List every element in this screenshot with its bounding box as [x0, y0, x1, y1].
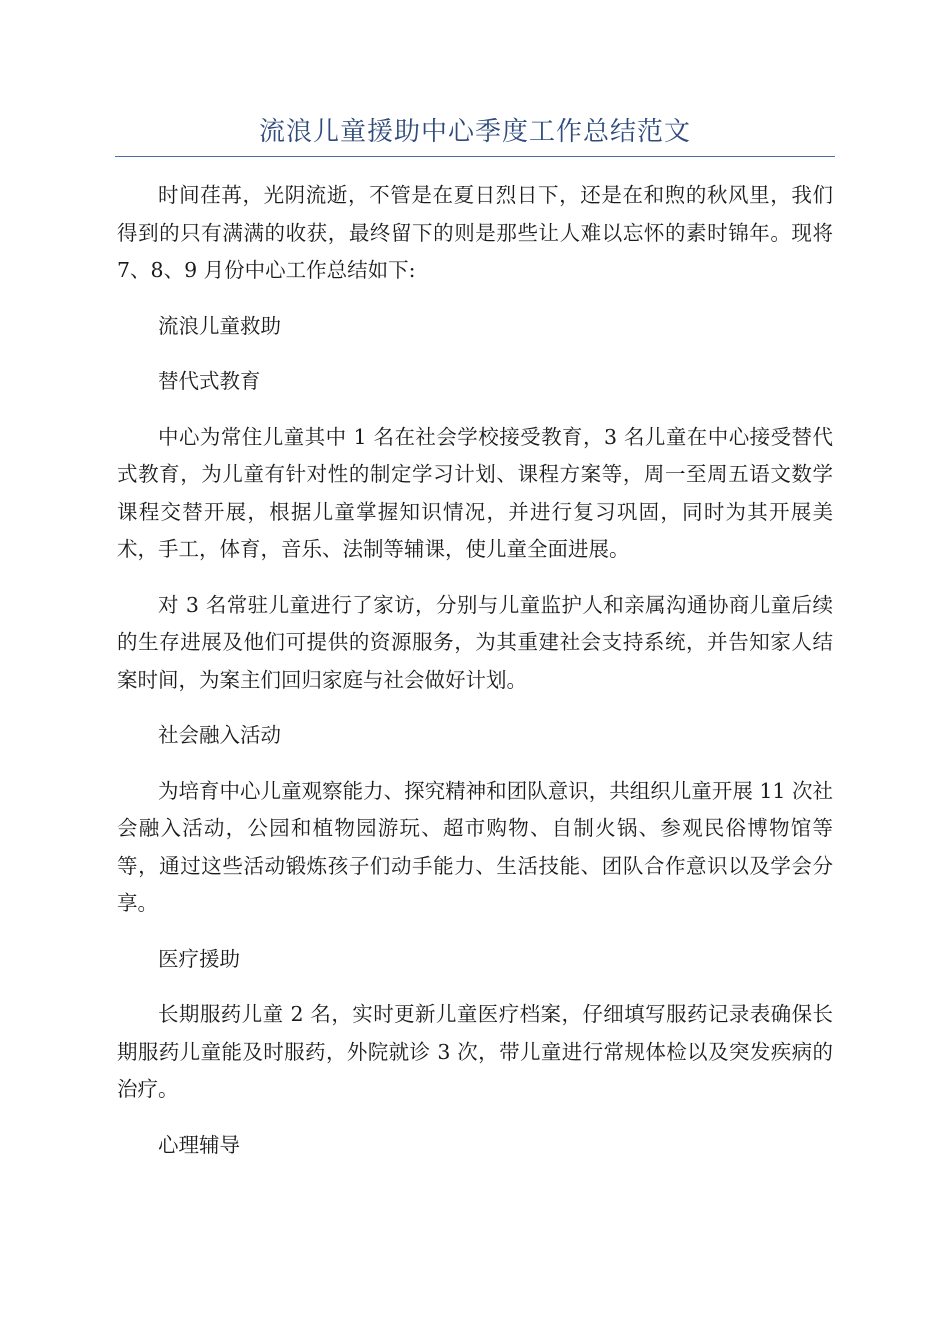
section-heading-education: 替代式教育 [158, 369, 261, 393]
section-heading-psych: 心理辅导 [158, 1132, 240, 1157]
document-title: 流浪儿童援助中心季度工作总结范文 [258, 117, 691, 147]
medical-paragraph: 长期服药儿童 2 名，实时更新儿童医疗档案，仔细填写服药记录表确保长期服药儿童能及时服药，外院就诊 3 次，带儿童进行常规体检以及突发疾病的治疗。 [117, 1002, 833, 1101]
education-paragraph: 中心为常住儿童其中 1 名在社会学校接受教育，3 名儿童在中心接受替代式教育，为儿童有针对性的制定学习计划、课程方案等，周一至周五语文数学课程交替开展，根据儿童掌握知识情况，并进行复习巩固，同时为其开展美术，手工，体育，音乐、法制等辅课，使儿童全面进展。 [117, 424, 833, 561]
social-paragraph: 为培育中心儿童观察能力、探究精神和团队意识，共组织儿童开展 11 次社会融入活动，公园和植物园游玩、超市购物、自制火锅、参观民俗博物馆等等，通过这些活动锻炼孩子们动手能力、生活技能、团队合作意识以及学会分享。 [117, 778, 833, 915]
document-body [117, 177, 833, 1182]
section-heading-medical: 医疗援助 [158, 946, 240, 971]
home-visit-paragraph: 对 3 名常驻儿童进行了家访，分别与儿童监护人和亲属沟通协商儿童后续的生存进展及他们可提供的资源服务，为其重建社会支持系统，并告知家人结案时间，为案主们回归家庭与社会做好计划。 [117, 592, 833, 692]
title-block [115, 112, 835, 157]
intro-paragraph: 时间荏苒，光阴流逝，不管是在夏日烈日下，还是在和煦的秋风里，我们得到的只有满满的收获，最终留下的则是那些让人难以忘怀的素时锦年。现将 7、8、9 月份中心工作总结如下: [117, 183, 833, 282]
section-heading-rescue: 流浪儿童救助 [158, 313, 281, 338]
section-heading-social: 社会融入活动 [158, 723, 281, 747]
